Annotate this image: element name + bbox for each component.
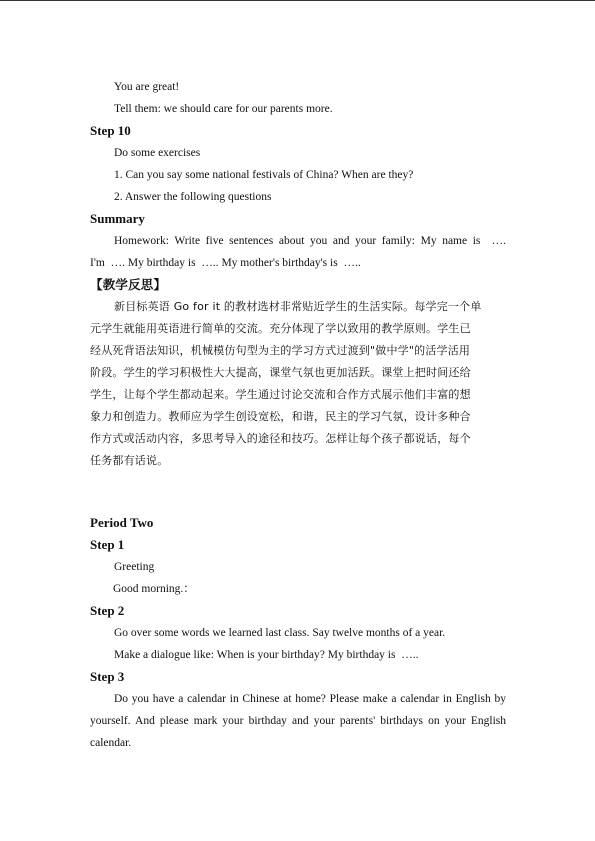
reflection-heading: 【教学反思】: [90, 277, 167, 292]
reflection-line: 作方式或活动内容，多思考导入的途径和技巧。怎样让每个孩子都说话，每个: [90, 432, 471, 445]
text-line: Go over some words we learned last class. Say twelve months of a year.: [114, 627, 446, 639]
step-3-heading: Step 3: [90, 669, 125, 684]
reflection-line: 象力和创造力。教师应为学生创设宽松，和谐，民主的学习气氛，设计多种合: [90, 410, 471, 423]
reflection-line: 元学生就能用英语进行简单的交流。充分体现了学以致用的教学原则。学生已: [90, 322, 471, 335]
text-line: Good morning.：: [113, 583, 195, 595]
text-line: calendar.: [90, 737, 132, 749]
homework-line-2: I'm …. My birthday is ….. My mother's birthday's is …..: [90, 257, 361, 269]
reflection-line: 新目标英语 Go for it 的教材选材非常贴近学生的生活实际。每学完一个单: [114, 300, 482, 313]
section-spacer: [90, 472, 506, 512]
reflection-line: 经从死背语法知识，机械模仿句型为主的学习方式过渡到"做中学"的活学活用: [90, 344, 471, 357]
document-page: [90, 76, 506, 754]
text-line: 1. Can you say some national festivals of China? When are they?: [114, 169, 414, 181]
text-line: Do you have a calendar in Chinese at home? Please make a calendar in English by: [114, 693, 506, 705]
reflection-line: 任务都有话说。: [90, 454, 169, 467]
text-line: Greeting: [114, 561, 155, 573]
reflection-line: 阶段。学生的学习积极性大大提高，课堂气氛也更加活跃。课堂上把时间还给: [90, 366, 471, 379]
homework-line-1: Homework: Write five sentences about you and your family: My name is ….: [114, 235, 506, 247]
reflection-line: 学生，让每个学生都动起来。学生通过讨论交流和合作方式展示他们丰富的想: [90, 388, 471, 401]
text-line: You are great!: [114, 81, 180, 93]
page-top-rule: [0, 0, 595, 1]
step-1-heading: Step 1: [90, 537, 125, 552]
text-line: 2. Answer the following questions: [114, 191, 272, 203]
text-line: yourself. And please mark your birthday and your parents' birthdays on your English: [90, 715, 506, 727]
step-2-heading: Step 2: [90, 603, 125, 618]
summary-heading: Summary: [90, 211, 145, 226]
text-line: Do some exercises: [114, 147, 201, 159]
text-line: Tell them: we should care for our parents more.: [114, 103, 333, 115]
period-two-heading: Period Two: [90, 515, 154, 530]
step-10-heading: Step 10: [90, 123, 131, 138]
text-line: Make a dialogue like: When is your birthday? My birthday is …..: [114, 649, 419, 661]
